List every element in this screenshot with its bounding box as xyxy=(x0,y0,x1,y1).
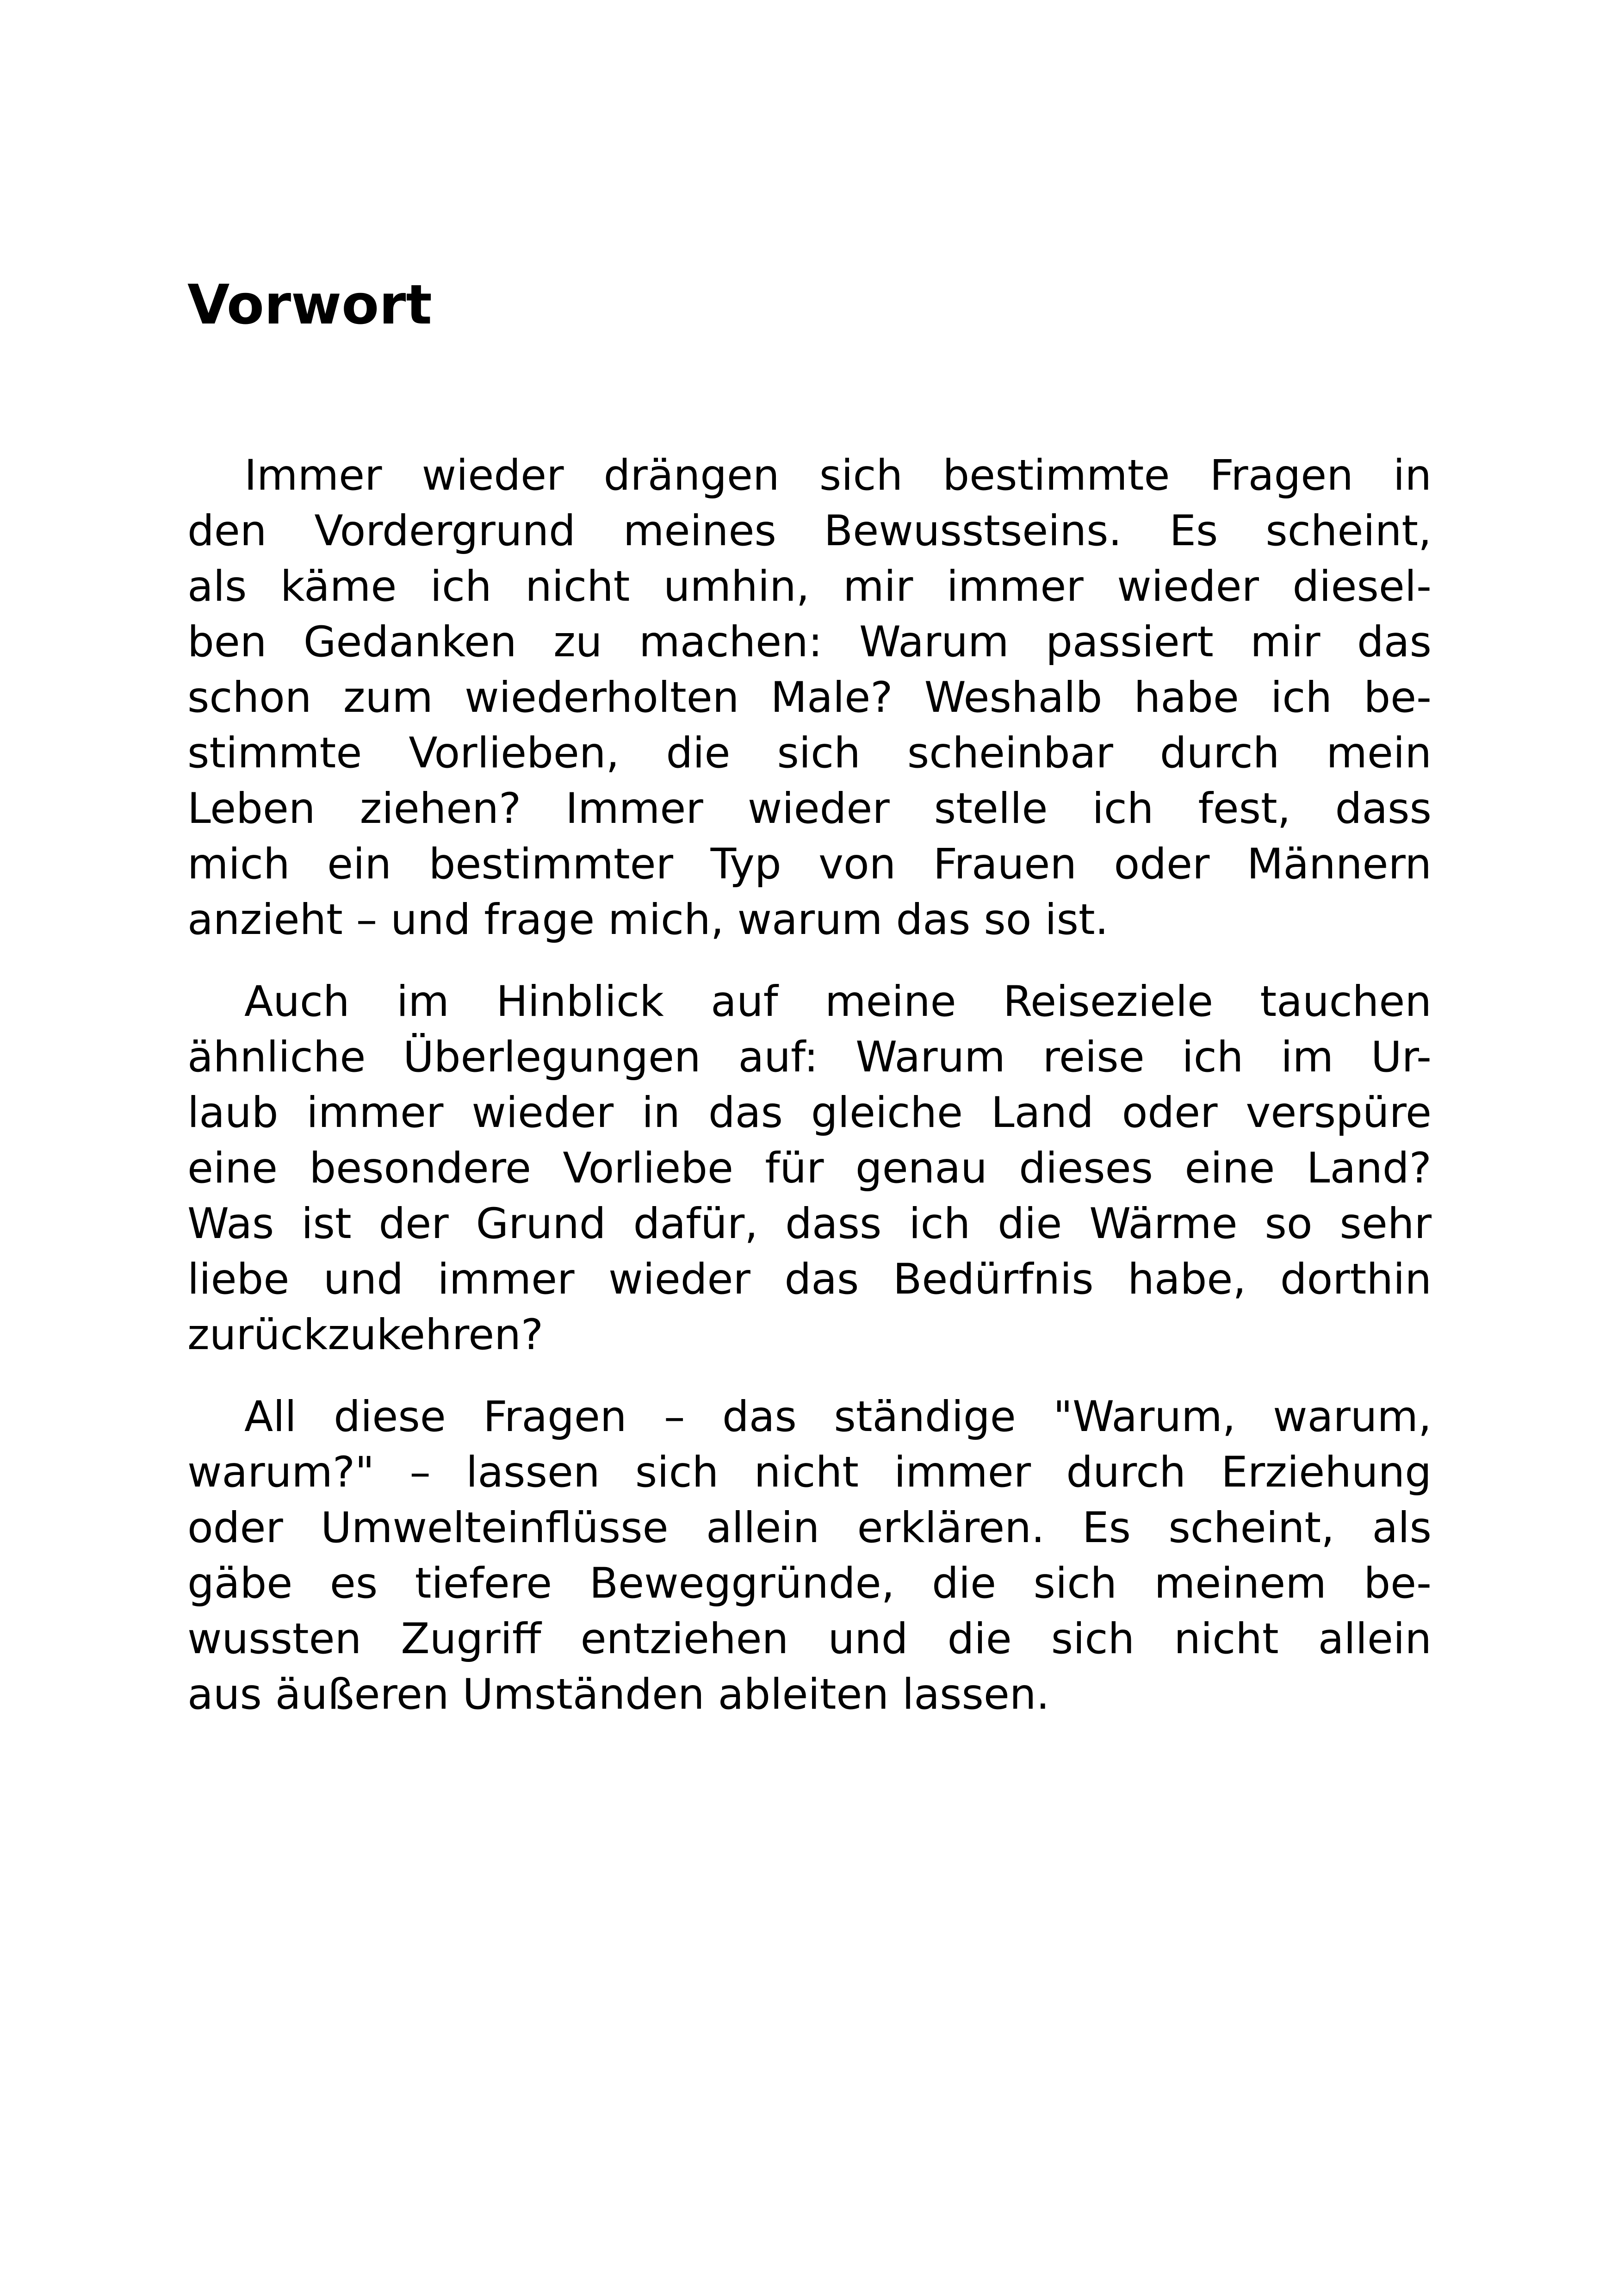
paragraph xyxy=(187,1389,1432,1723)
text-line: anzieht – und frage mich, warum das so ist. xyxy=(187,895,1109,944)
text-line: den Vordergrund meines Bewusstseins. Es scheint, xyxy=(187,506,1432,555)
text-line: oder Umwelteinflüsse allein erklären. Es scheint, als xyxy=(187,1503,1432,1552)
text-line: ähnliche Überlegungen auf: Warum reise ich im Ur- xyxy=(187,1033,1432,1082)
paragraph xyxy=(187,974,1432,1363)
text-line: Was ist der Grund dafür, dass ich die Wärme so sehr xyxy=(187,1199,1432,1248)
text-line: All diese Fragen – das ständige "Warum, warum, xyxy=(244,1392,1432,1441)
paragraph xyxy=(187,448,1432,948)
text-line: aus äußeren Umständen ableiten lassen. xyxy=(187,1670,1050,1719)
text-line: liebe und immer wieder das Bedürfnis habe, dorthin xyxy=(187,1255,1432,1304)
text-line: zurückzukehren? xyxy=(187,1310,544,1359)
text-line: stimmte Vorlieben, die sich scheinbar durch mein xyxy=(187,728,1432,778)
text-line: wussten Zugriff entziehen und die sich nicht allein xyxy=(187,1614,1432,1663)
body-text xyxy=(187,448,1432,1723)
text-line: ben Gedanken zu machen: Warum passiert mir das xyxy=(187,617,1432,666)
text-line: Leben ziehen? Immer wieder stelle ich fest, dass xyxy=(187,784,1432,833)
text-line: warum?" – lassen sich nicht immer durch Erziehung xyxy=(187,1448,1432,1497)
page-title: Vorwort xyxy=(187,273,432,336)
text-line: mich ein bestimmter Typ von Frauen oder Männern xyxy=(187,840,1432,889)
text-line: gäbe es tiefere Beweggründe, die sich meinem be- xyxy=(187,1559,1432,1608)
text-line: Immer wieder drängen sich bestimmte Fragen in xyxy=(244,451,1432,500)
text-line: eine besondere Vorliebe für genau dieses eine Land? xyxy=(187,1144,1432,1193)
text-line: Auch im Hinblick auf meine Reiseziele tauchen xyxy=(244,977,1432,1026)
text-line: laub immer wieder in das gleiche Land oder verspüre xyxy=(187,1088,1432,1137)
text-line: als käme ich nicht umhin, mir immer wieder diesel- xyxy=(187,562,1432,611)
text-line: schon zum wiederholten Male? Weshalb habe ich be- xyxy=(187,673,1432,722)
